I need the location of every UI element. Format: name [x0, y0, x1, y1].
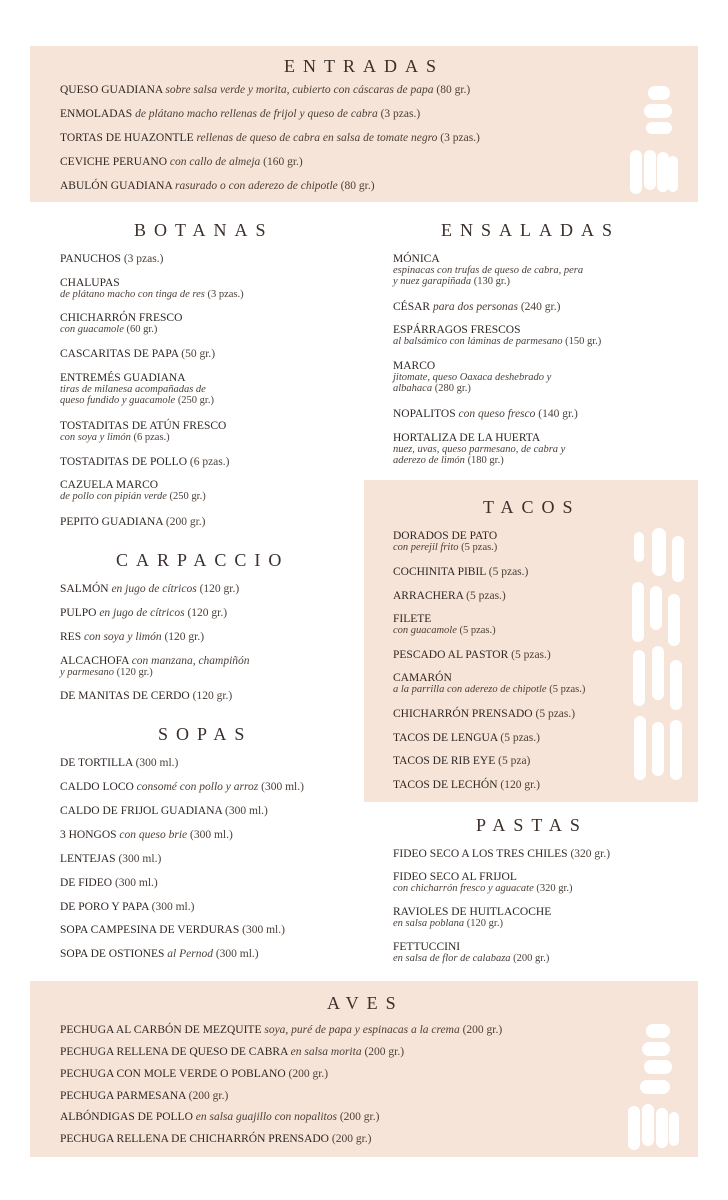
menu-item: MÓNICA espinacas con trufas de queso de cabra, pera y nuez garapiñada (130 gr.): [393, 253, 584, 287]
menu-item: SOPA DE OSTIONES al Pernod (300 ml.): [60, 948, 259, 960]
menu-item: MARCO jitomate, queso Oaxaca deshebrado y albahaca (280 gr.): [393, 360, 552, 394]
menu-item: CHALUPAS de plátano macho con tinga de res (3 pzas.): [60, 277, 244, 300]
menu-item: CEVICHE PERUANO con callo de almeja (160 gr.): [60, 156, 303, 168]
menu-item: FIDEO SECO AL FRIJOL con chicharrón fresco y aguacate (320 gr.): [393, 871, 573, 894]
menu-item: RES con soya y limón (120 gr.): [60, 631, 205, 643]
menu-item: DE FIDEO (300 ml.): [60, 877, 158, 889]
section-title-entradas: ENTRADAS: [284, 56, 445, 76]
menu-item: LENTEJAS (300 ml.): [60, 853, 162, 865]
section-title-botanas: BOTANAS: [134, 220, 274, 240]
menu-item: PECHUGA RELLENA DE QUESO DE CABRA en salsa morita (200 gr.): [60, 1046, 405, 1058]
menu-item: PECHUGA CON MOLE VERDE O POBLANO (200 gr.): [60, 1068, 329, 1080]
menu-item: CÉSAR para dos personas (240 gr.): [393, 301, 561, 313]
menu-item: HORTALIZA DE LA HUERTA nuez, uvas, queso parmesano, de cabra y aderezo de limón (180 gr.): [393, 432, 566, 466]
menu-item: TOSTADITAS DE POLLO (6 pzas.): [60, 456, 230, 468]
menu-item: TACOS DE LENGUA (5 pzas.): [393, 732, 540, 744]
menu-item: CHICHARRÓN PRENSADO (5 pzas.): [393, 708, 576, 720]
menu-item: PECHUGA PARMESANA (200 gr.): [60, 1090, 229, 1102]
menu-item: ENMOLADAS de plátano macho rellenas de frijol y queso de cabra (3 pzas.): [60, 108, 421, 120]
menu-item: FILETE con guacamole (5 pzas.): [393, 613, 496, 636]
menu-item: PESCADO AL PASTOR (5 pzas.): [393, 649, 551, 661]
menu-item: DE MANITAS DE CERDO (120 gr.): [60, 690, 233, 702]
menu-item: 3 HONGOS con queso brie (300 ml.): [60, 829, 233, 841]
menu-item: SOPA CAMPESINA DE VERDURAS (300 ml.): [60, 924, 285, 936]
menu-item: QUESO GUADIANA sobre salsa verde y morita, cubierto con cáscaras de papa (80 gr.): [60, 84, 471, 96]
menu-item: CAZUELA MARCO de pollo con pipián verde (250 gr.): [60, 479, 206, 502]
menu-item: PECHUGA AL CARBÓN DE MEZQUITE soya, puré de papa y espinacas a la crema (200 gr.): [60, 1024, 503, 1036]
menu-item: COCHINITA PIBIL (5 pzas.): [393, 566, 529, 578]
menu-item: FETTUCCINI en salsa de flor de calabaza (200 gr.): [393, 941, 550, 964]
menu-item: ENTREMÉS GUADIANA tiras de milanesa acompañadas de queso fundido y guacamole (250 gr.): [60, 372, 214, 406]
menu-item: NOPALITOS con queso fresco (140 gr.): [393, 408, 578, 420]
menu-item: DORADOS DE PATO con perejil frito (5 pzas.): [393, 530, 498, 553]
menu-item: CASCARITAS DE PAPA (50 gr.): [60, 348, 216, 360]
section-title-aves: AVES: [327, 993, 404, 1013]
menu-item: TORTAS DE HUAZONTLE rellenas de queso de cabra en salsa de tomate negro (3 pzas.): [60, 132, 480, 144]
menu-item: PEPITO GUADIANA (200 gr.): [60, 516, 206, 528]
section-title-sopas: SOPAS: [158, 724, 253, 744]
menu-item: RAVIOLES DE HUITLACOCHE en salsa poblana (120 gr.): [393, 906, 552, 929]
menu-item: CAMARÓN a la parrilla con aderezo de chipotle (5 pzas.): [393, 672, 586, 695]
menu-item: DE TORTILLA (300 ml.): [60, 757, 179, 769]
menu-item: ESPÁRRAGOS FRESCOS al balsámico con láminas de parmesano (150 gr.): [393, 324, 602, 347]
menu-item: TACOS DE LECHÓN (120 gr.): [393, 779, 540, 791]
menu-item: SALMÓN en jugo de cítricos (120 gr.): [60, 583, 240, 595]
menu-item: PECHUGA RELLENA DE CHICHARRÓN PRENSADO (200 gr.): [60, 1133, 372, 1145]
section-title-carpaccio: CARPACCIO: [116, 550, 290, 570]
menu-item: DE PORO Y PAPA (300 ml.): [60, 901, 195, 913]
menu-item: CALDO LOCO consomé con pollo y arroz (300 ml.): [60, 781, 304, 793]
menu-item: CHICHARRÓN FRESCO con guacamole (60 gr.): [60, 312, 183, 335]
menu-item: ARRACHERA (5 pzas.): [393, 590, 506, 602]
tacos-band: [364, 480, 698, 802]
menu-item: ALCACHOFA con manzana, champiñón y parmesano (120 gr.): [60, 655, 250, 678]
section-title-pastas: PASTAS: [476, 815, 588, 835]
section-title-ensaladas: ENSALADAS: [441, 220, 621, 240]
menu-item: TOSTADITAS DE ATÚN FRESCO con soya y limón (6 pzas.): [60, 420, 227, 443]
menu-item: ALBÓNDIGAS DE POLLO en salsa guajillo con nopalitos (200 gr.): [60, 1111, 380, 1123]
menu-item: TACOS DE RIB EYE (5 pza): [393, 755, 531, 767]
menu-item: PANUCHOS (3 pzas.): [60, 253, 164, 265]
menu-item: PULPO en jugo de cítricos (120 gr.): [60, 607, 228, 619]
menu-item: FIDEO SECO A LOS TRES CHILES (320 gr.): [393, 848, 611, 860]
menu-item: CALDO DE FRIJOL GUADIANA (300 ml.): [60, 805, 268, 817]
section-title-tacos: TACOS: [483, 497, 581, 517]
menu-item: ABULÓN GUADIANA rasurado o con aderezo de chipotle (80 gr.): [60, 180, 375, 192]
